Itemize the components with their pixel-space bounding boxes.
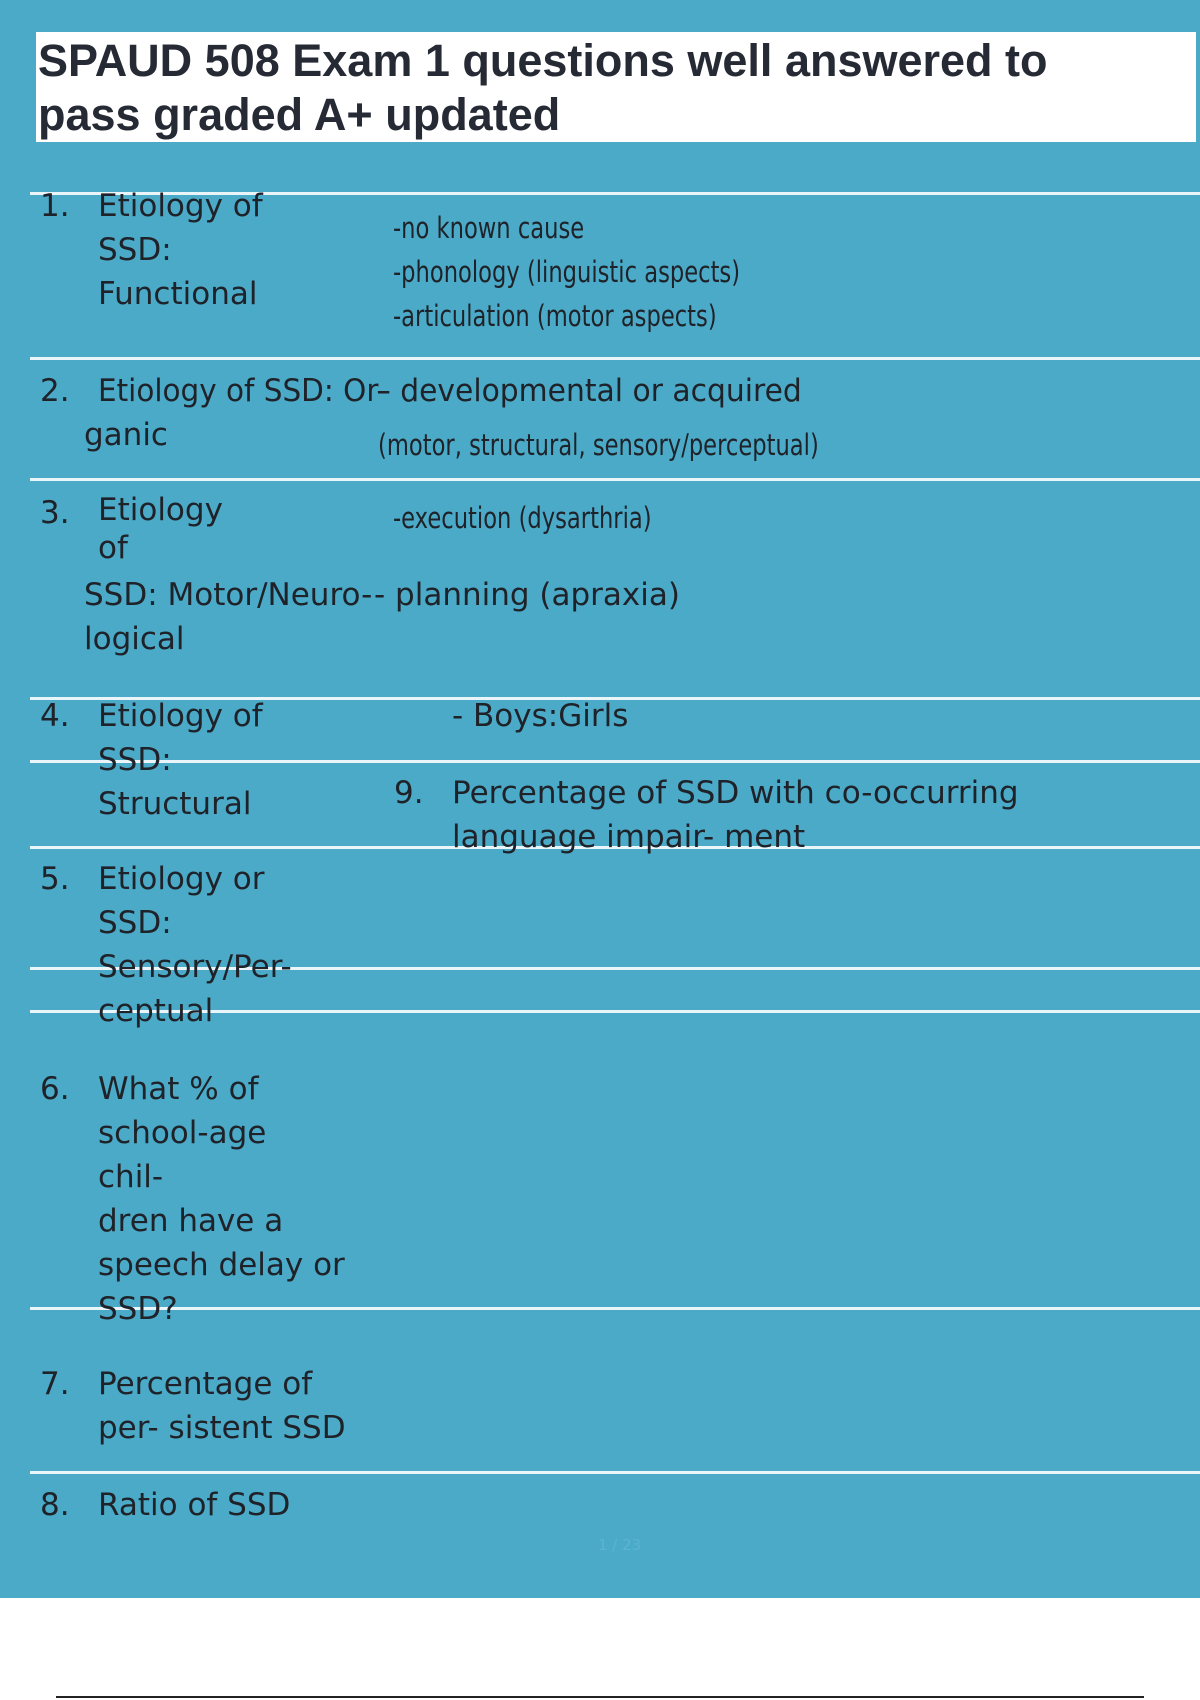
question-line: of — [98, 530, 128, 566]
item-number: 8. — [40, 1487, 70, 1523]
row-divider — [30, 478, 1200, 481]
question-line: Etiology of SSD: Or- — [98, 373, 388, 409]
question-line: Ratio of SSD — [98, 1487, 291, 1523]
item-number: 6. — [40, 1071, 70, 1107]
question-line: school-age — [98, 1115, 267, 1151]
item-number: 4. — [40, 698, 70, 734]
title-line-1: SPAUD 508 Exam 1 questions well answered to — [38, 35, 1048, 86]
question-line: logical — [84, 621, 185, 657]
question-line: Structural — [98, 786, 252, 822]
answer-line: - planning (apraxia) — [374, 577, 680, 613]
answer-line: - developmental or acquired — [380, 373, 802, 409]
question-line: Etiology or — [98, 861, 265, 897]
question-text — [98, 1483, 290, 1527]
row-divider — [30, 357, 1200, 360]
footer-rule — [56, 1696, 1144, 1698]
question-line: What % of — [98, 1071, 259, 1107]
question-line: Percentage of — [98, 1366, 313, 1402]
question-line: Sensory/Per- — [98, 949, 292, 985]
question-line: Percentage of SSD with co-occurring — [452, 775, 1019, 811]
question-text — [98, 694, 263, 826]
question-line: language impair- ment — [452, 819, 806, 855]
question-line: SSD? — [98, 1291, 178, 1327]
item-number: 2. — [40, 373, 70, 409]
answer-line: -no known cause — [393, 211, 585, 245]
question-line: Etiology of — [98, 188, 263, 224]
question-line: chil- — [98, 1159, 164, 1195]
question-line: SSD: — [98, 905, 172, 941]
question-line: Functional — [98, 276, 258, 312]
question-line: SSD: Motor/Neuro- — [84, 577, 373, 613]
document-title — [38, 34, 1188, 142]
item-number: 1. — [40, 188, 70, 224]
question-text — [452, 771, 1019, 859]
question-line: per- sistent SSD — [98, 1410, 346, 1446]
question-text — [98, 1362, 346, 1450]
item-number: 9. — [394, 775, 424, 811]
row-divider — [30, 1471, 1200, 1474]
title-line-2: pass graded A+ updated — [38, 89, 561, 140]
question-line: dren have a — [98, 1203, 284, 1239]
question-text — [98, 184, 263, 316]
question-text — [98, 369, 387, 413]
item-number: 3. — [40, 495, 70, 531]
answer-line: -execution (dysarthria) — [393, 501, 652, 535]
title-box — [36, 32, 1196, 142]
question-line: speech delay or — [98, 1247, 345, 1283]
question-text — [98, 857, 292, 1033]
item-number: 5. — [40, 861, 70, 897]
question-line: SSD: — [98, 742, 172, 778]
question-line: SSD: — [98, 232, 172, 268]
question-text — [98, 491, 223, 567]
question-line: ceptual — [98, 993, 214, 1029]
question-line: Etiology of — [98, 698, 263, 734]
question-line: Etiology — [98, 492, 223, 528]
question-text-continued — [84, 413, 168, 457]
answer-line: -articulation (motor aspects) — [393, 299, 717, 333]
page-number: 1 / 23 — [598, 1536, 642, 1554]
item-number: 7. — [40, 1366, 70, 1402]
answer-line: (motor, structural, sensory/perceptual) — [378, 428, 819, 462]
answer-line: -phonology (linguistic aspects) — [393, 255, 741, 289]
question-text-continued — [84, 573, 372, 661]
question-line: ganic — [84, 417, 168, 453]
answer-line: - Boys:Girls — [452, 698, 629, 734]
question-text — [98, 1067, 345, 1331]
